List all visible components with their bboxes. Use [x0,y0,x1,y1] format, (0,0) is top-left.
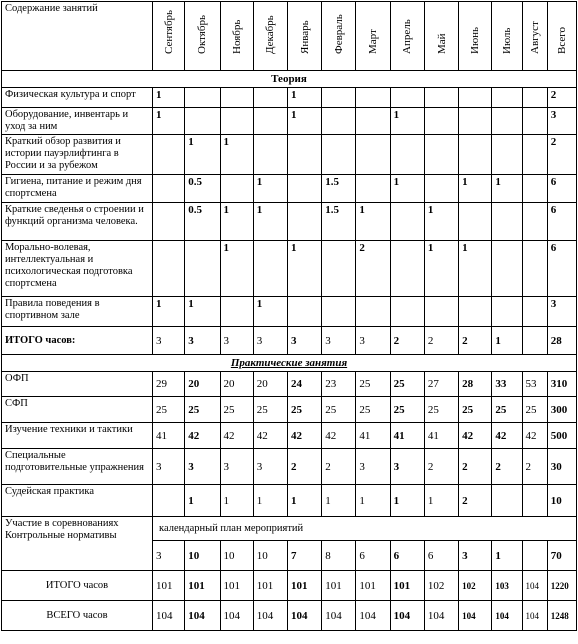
cell-value: 1 [220,135,253,175]
cell-value: 300 [547,397,576,423]
cell-value [492,88,522,108]
section-title: Практические занятия [2,355,577,372]
month-label: Май [435,33,448,54]
cell-value: 3 [547,297,576,327]
cell-value: 25 [424,397,458,423]
table-row [2,327,577,355]
month-label: Август [528,21,541,54]
cell-value: 25 [390,397,424,423]
cell-value: 3 [390,449,424,485]
table-row [2,423,577,449]
cell-value: 27 [424,372,458,397]
section-title: Теория [2,71,577,88]
cell-value: 101 [287,571,321,601]
cell-value: 3 [253,327,287,355]
cell-value: 102 [459,571,492,601]
month-label: Декабрь [264,15,277,54]
cell-value: 42 [459,423,492,449]
cell-value [287,297,321,327]
cell-value [390,88,424,108]
cell-value: 25 [356,372,390,397]
cell-value [424,135,458,175]
cell-value [356,88,390,108]
cell-value: 1 [253,297,287,327]
cell-value: 104 [459,601,492,631]
cell-value [220,297,253,327]
cell-value: 1 [492,327,522,355]
competition-row [2,517,577,541]
cell-value: 42 [253,423,287,449]
cell-value [492,108,522,135]
cell-value: 1.5 [322,175,356,203]
month-header [522,2,547,71]
cell-value: 53 [522,372,547,397]
table-row [2,175,577,203]
cell-value [522,327,547,355]
cell-value [356,108,390,135]
cell-value: 25 [253,397,287,423]
cell-value [220,88,253,108]
cell-value [356,135,390,175]
month-header [390,2,424,71]
row-name: Участие в соревнованиях Контрольные нормативы [2,517,153,571]
month-label: Июнь [469,26,482,54]
cell-value [253,108,287,135]
cell-value [459,88,492,108]
month-label: Март [367,29,380,54]
cell-value: 2 [424,449,458,485]
cell-value: 1 [287,241,321,297]
cell-value [492,203,522,241]
cell-value: 70 [547,541,576,571]
cell-value: 1 [356,485,390,517]
cell-value: 2 [459,485,492,517]
table-row [2,397,577,423]
cell-value [459,203,492,241]
cell-value [522,175,547,203]
cell-value: 20 [220,372,253,397]
cell-value [390,241,424,297]
cell-value: 3 [220,327,253,355]
cell-value: 1 [220,203,253,241]
month-header [153,2,185,71]
cell-value: 25 [287,397,321,423]
total-label: Всего [555,27,568,54]
row-name: Правила поведения в спортивном зале [2,297,153,327]
cell-value: 3 [220,449,253,485]
cell-value: 3 [153,449,185,485]
content-header: Содержание занятий [2,2,153,71]
month-header [459,2,492,71]
cell-value: 104 [390,601,424,631]
cell-value: 33 [492,372,522,397]
section-row [2,71,577,88]
cell-value: 101 [322,571,356,601]
month-label: Февраль [332,14,345,54]
table-row [2,297,577,327]
plan-text: календарный план мероприятий [153,517,577,541]
cell-value: 1 [253,203,287,241]
cell-value: 103 [492,571,522,601]
total-header [547,2,576,71]
cell-value [522,135,547,175]
cell-value [253,135,287,175]
cell-value [424,175,458,203]
cell-value: 101 [220,571,253,601]
cell-value [253,241,287,297]
cell-value: 0.5 [185,203,220,241]
cell-value [492,297,522,327]
cell-value [424,108,458,135]
row-name: Специальные подготовительные упражнения [2,449,153,485]
cell-value [153,175,185,203]
cell-value [153,241,185,297]
cell-value: 41 [356,423,390,449]
cell-value [356,297,390,327]
cell-value [322,241,356,297]
cell-value [492,485,522,517]
cell-value: 25 [322,397,356,423]
cell-value: 6 [547,175,576,203]
cell-value [287,135,321,175]
cell-value: 8 [322,541,356,571]
cell-value [522,485,547,517]
cell-value: 2 [459,449,492,485]
row-name: Краткий обзор развития и истории пауэрлифтинга в России и за рубежом [2,135,153,175]
cell-value: 1 [492,175,522,203]
cell-value: 310 [547,372,576,397]
cell-value: 29 [153,372,185,397]
month-label: Октябрь [196,15,209,54]
cell-value: 104 [522,601,547,631]
cell-value: 1 [153,108,185,135]
cell-value: 1 [390,108,424,135]
cell-value: 104 [522,571,547,601]
cell-value: 2 [390,327,424,355]
cell-value: 3 [547,108,576,135]
cell-value [522,88,547,108]
table-row [2,241,577,297]
cell-value: 2 [424,327,458,355]
table-row [2,372,577,397]
cell-value [322,135,356,175]
cell-value: 1 [322,485,356,517]
cell-value: 25 [390,372,424,397]
cell-value: 101 [390,571,424,601]
cell-value: 1 [424,241,458,297]
cell-value: 25 [522,397,547,423]
cell-value: 6 [547,241,576,297]
table-row [2,485,577,517]
cell-value: 1 [424,203,458,241]
cell-value: 1 [356,203,390,241]
cell-value: 7 [287,541,321,571]
cell-value: 1 [424,485,458,517]
header-row [2,2,577,71]
table-row [2,108,577,135]
cell-value: 25 [459,397,492,423]
schedule-table-wrapper [1,1,577,631]
cell-value: 3 [153,327,185,355]
month-header [424,2,458,71]
cell-value: 24 [287,372,321,397]
cell-value: 28 [459,372,492,397]
cell-value: 101 [253,571,287,601]
month-label: Июль [500,27,513,54]
cell-value [287,175,321,203]
row-name: Оборудование, инвентарь и уход за ним [2,108,153,135]
section-row [2,355,577,372]
cell-value [459,297,492,327]
cell-value [522,203,547,241]
cell-value [322,88,356,108]
cell-value: 42 [492,423,522,449]
cell-value: 1 [492,541,522,571]
cell-value [356,175,390,203]
month-header [253,2,287,71]
cell-value: 6 [424,541,458,571]
cell-value [185,108,220,135]
cell-value [424,88,458,108]
cell-value: 3 [356,327,390,355]
row-name: Изучение техники и тактики [2,423,153,449]
cell-value: 42 [287,423,321,449]
row-name: ИТОГО часов: [2,327,153,355]
cell-value: 10 [220,541,253,571]
cell-value [253,88,287,108]
cell-value: 3 [287,327,321,355]
month-header [185,2,220,71]
cell-value: 3 [322,327,356,355]
cell-value [522,108,547,135]
row-name: Гигиена, питание и режим дня спортсмена [2,175,153,203]
cell-value: 1 [287,108,321,135]
cell-value: 25 [356,397,390,423]
cell-value: 2 [492,449,522,485]
table-row [2,88,577,108]
cell-value [522,541,547,571]
cell-value: 101 [185,571,220,601]
cell-value: 1248 [547,601,576,631]
cell-value: 1 [459,241,492,297]
month-header [356,2,390,71]
cell-value: 2 [522,449,547,485]
cell-value: 30 [547,449,576,485]
cell-value [220,108,253,135]
month-label: Ноябрь [230,19,243,54]
cell-value: 104 [153,601,185,631]
month-header [220,2,253,71]
cell-value [390,203,424,241]
cell-value: 10 [547,485,576,517]
cell-value: 28 [547,327,576,355]
cell-value [522,241,547,297]
cell-value: 2 [287,449,321,485]
cell-value: 3 [185,449,220,485]
cell-value: 104 [356,601,390,631]
cell-value [220,175,253,203]
cell-value: 10 [185,541,220,571]
cell-value: 6 [356,541,390,571]
cell-value: 10 [253,541,287,571]
cell-value: 2 [356,241,390,297]
row-name: ОФП [2,372,153,397]
cell-value: 0.5 [185,175,220,203]
cell-value: 104 [253,601,287,631]
cell-value: 25 [153,397,185,423]
row-name: СФП [2,397,153,423]
cell-value: 1 [185,297,220,327]
cell-value: 104 [322,601,356,631]
cell-value: 104 [424,601,458,631]
row-name: ИТОГО часов [2,571,153,601]
cell-value: 1 [390,485,424,517]
cell-value: 42 [220,423,253,449]
cell-value: 42 [522,423,547,449]
vsego-row [2,601,577,631]
cell-value: 500 [547,423,576,449]
cell-value: 3 [153,541,185,571]
cell-value: 1 [220,485,253,517]
cell-value [390,297,424,327]
cell-value: 1 [185,485,220,517]
month-header [322,2,356,71]
cell-value: 3 [459,541,492,571]
cell-value: 3 [185,327,220,355]
itogo-row [2,571,577,601]
cell-value: 2 [322,449,356,485]
cell-value: 1220 [547,571,576,601]
row-name: Морально-волевая, интеллектуальная и психологическая подготовка спортсмена [2,241,153,297]
cell-value: 1 [459,175,492,203]
cell-value: 41 [424,423,458,449]
cell-value: 42 [322,423,356,449]
row-name: Судейская практика [2,485,153,517]
cell-value: 1 [220,241,253,297]
row-name: Краткие сведенья о строении и функций организма человека. [2,203,153,241]
cell-value: 20 [185,372,220,397]
month-label: Январь [298,20,311,54]
cell-value: 1 [153,88,185,108]
cell-value: 101 [356,571,390,601]
cell-value: 41 [390,423,424,449]
cell-value: 25 [492,397,522,423]
cell-value: 3 [356,449,390,485]
cell-value: 104 [287,601,321,631]
cell-value: 1.5 [322,203,356,241]
cell-value [153,485,185,517]
cell-value [153,135,185,175]
cell-value: 2 [547,135,576,175]
cell-value: 25 [220,397,253,423]
cell-value: 2 [547,88,576,108]
table-row [2,203,577,241]
cell-value [459,108,492,135]
cell-value: 1 [287,485,321,517]
cell-value: 1 [253,485,287,517]
cell-value [459,135,492,175]
cell-value: 101 [153,571,185,601]
month-header [492,2,522,71]
table-row [2,135,577,175]
cell-value [492,241,522,297]
cell-value: 25 [185,397,220,423]
training-schedule-table [1,1,577,631]
cell-value [424,297,458,327]
cell-value: 2 [459,327,492,355]
cell-value: 6 [390,541,424,571]
cell-value: 23 [322,372,356,397]
row-name: Физическая культура и спорт [2,88,153,108]
cell-value: 1 [185,135,220,175]
cell-value: 104 [220,601,253,631]
month-label: Апрель [401,19,414,54]
cell-value [322,108,356,135]
cell-value: 42 [185,423,220,449]
cell-value [185,241,220,297]
month-header [287,2,321,71]
cell-value: 1 [253,175,287,203]
row-name: ВСЕГО часов [2,601,153,631]
cell-value [492,135,522,175]
cell-value: 3 [253,449,287,485]
cell-value [153,203,185,241]
month-label: Сентябрь [162,9,175,54]
cell-value: 41 [153,423,185,449]
cell-value [322,297,356,327]
cell-value [522,297,547,327]
cell-value: 1 [287,88,321,108]
table-row [2,449,577,485]
cell-value: 104 [492,601,522,631]
cell-value [185,88,220,108]
cell-value: 102 [424,571,458,601]
cell-value: 20 [253,372,287,397]
cell-value [287,203,321,241]
cell-value: 1 [153,297,185,327]
cell-value [390,135,424,175]
cell-value: 6 [547,203,576,241]
cell-value: 104 [185,601,220,631]
cell-value: 1 [390,175,424,203]
